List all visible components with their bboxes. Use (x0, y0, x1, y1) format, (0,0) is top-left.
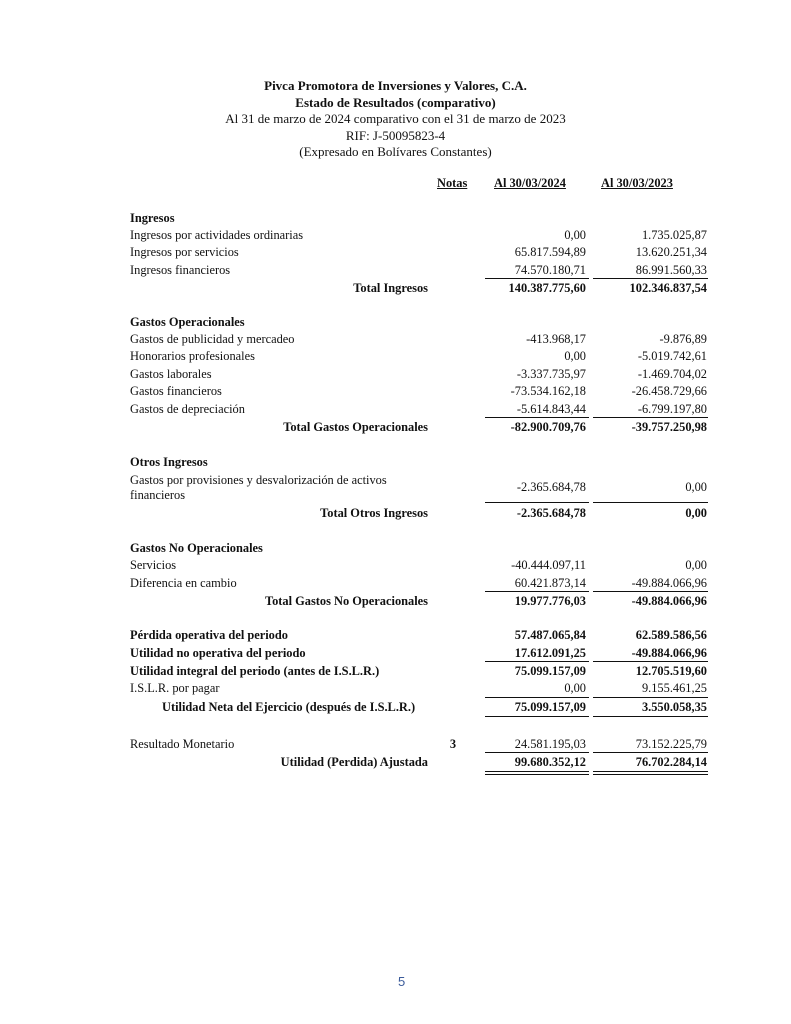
total-row (0, 594, 791, 611)
underline (593, 591, 708, 592)
row-label: Gastos de depreciación (130, 402, 245, 416)
total-row (0, 506, 791, 523)
section-title-otros-ingresos: Otros Ingresos (130, 455, 208, 469)
result-row-utilidad-neta (0, 700, 791, 717)
total-current: -82.900.709,76 (510, 420, 586, 434)
underline (593, 278, 708, 279)
table-row (0, 228, 791, 245)
row-label: Servicios (130, 558, 177, 572)
value-current: -413.968,17 (526, 332, 586, 346)
statement-period: Al 31 de marzo de 2024 comparativo con el 31 de marzo de 2023 (225, 111, 566, 126)
value-previous: -1.469.704,02 (637, 367, 707, 381)
value-current: 75.099.157,09 (514, 664, 586, 678)
underline (593, 752, 708, 753)
underline (485, 716, 589, 717)
table-row (0, 367, 791, 384)
total-label: Total Gastos Operacionales (283, 420, 428, 434)
value-current: 0,00 (564, 349, 586, 363)
result-row-utilidad-ajustada (0, 755, 791, 772)
row-label: Ingresos por servicios (130, 245, 239, 259)
currency-note: (Expresado en Bolívares Constantes) (299, 144, 492, 159)
row-label: Ingresos financieros (130, 263, 231, 277)
underline (485, 697, 589, 698)
table-row (0, 349, 791, 366)
total-row (0, 420, 791, 437)
value-current: -40.444.097,11 (511, 558, 586, 572)
note-reference[interactable]: 3 (449, 737, 457, 751)
value-previous: -49.884.066,96 (631, 576, 707, 590)
row-label: Gastos de publicidad y mercadeo (130, 332, 295, 346)
underline (593, 716, 708, 717)
value-current: 74.570.180,71 (514, 263, 586, 277)
double-underline (485, 771, 589, 775)
underline (485, 661, 589, 662)
value-previous: 13.620.251,34 (635, 245, 707, 259)
value-previous: -9.876,89 (659, 332, 707, 346)
row-label: Gastos por provisiones y desvalorización de activos financieros (130, 473, 387, 502)
value-previous: 62.589.586,56 (635, 628, 707, 642)
total-previous: -49.884.066,96 (631, 594, 707, 608)
page-number: 5 (398, 974, 406, 989)
total-label: Utilidad (Perdida) Ajustada (280, 755, 428, 769)
row-label: Utilidad integral del periodo (antes de I.S.L.R.) (130, 664, 380, 678)
value-current: 17.612.091,25 (514, 646, 586, 660)
row-label: Gastos laborales (130, 367, 212, 381)
value-current: 57.487.065,84 (514, 628, 586, 642)
value-current: 0,00 (564, 681, 586, 695)
statement-header (0, 78, 791, 161)
total-row (0, 281, 791, 298)
underline (485, 591, 589, 592)
row-label: Gastos financieros (130, 384, 222, 398)
value-previous: -6.799.197,80 (637, 402, 707, 416)
table-row (0, 332, 791, 349)
underline (593, 417, 708, 418)
company-name: Pivca Promotora de Inversiones y Valores, C.A. (264, 78, 527, 93)
section-title-gastos-no-operacionales: Gastos No Operacionales (130, 541, 263, 555)
statement-title: Estado de Resultados (comparativo) (295, 94, 496, 110)
value-previous: 86.991.560,33 (635, 263, 707, 277)
rif-number: RIF: J-50095823-4 (345, 127, 446, 143)
total-label: Total Gastos No Operacionales (264, 594, 428, 608)
underline (485, 417, 589, 418)
value-current: 99.680.352,12 (514, 755, 586, 769)
underline (593, 661, 708, 662)
section-title-gastos-operacionales: Gastos Operacionales (130, 315, 245, 329)
total-previous: -39.757.250,98 (631, 420, 707, 434)
value-current: 24.581.195,03 (514, 737, 586, 751)
row-label: Utilidad Neta del Ejercicio (después de I.S.L.R.) (162, 700, 416, 714)
value-previous: 0,00 (685, 558, 707, 572)
underline (593, 502, 708, 503)
value-previous: -5.019.742,61 (637, 349, 707, 363)
value-current: -73.534.162,18 (510, 384, 586, 398)
value-previous: -26.458.729,66 (631, 384, 707, 398)
total-previous: 102.346.837,54 (629, 281, 707, 295)
column-header-previous: Al 30/03/2023 (601, 176, 673, 190)
row-label: Pérdida operativa del periodo (130, 628, 288, 642)
underline (485, 278, 589, 279)
column-header-notes: Notas (437, 176, 468, 190)
double-underline (593, 771, 708, 775)
value-previous: 76.702.284,14 (635, 755, 707, 769)
value-current: -2.365.684,78 (516, 480, 586, 494)
row-label: Ingresos por actividades ordinarias (130, 228, 304, 242)
value-previous: 0,00 (685, 480, 707, 494)
row-label: Honorarios profesionales (130, 349, 255, 363)
value-current: 75.099.157,09 (514, 700, 586, 714)
underline (485, 752, 589, 753)
row-label: Resultado Monetario (130, 737, 235, 751)
value-current: 60.421.873,14 (514, 576, 586, 590)
value-previous: 73.152.225,79 (635, 737, 707, 751)
result-row-utilidad-integral (0, 664, 791, 681)
value-previous: 3.550.058,35 (641, 700, 707, 714)
table-row (0, 558, 791, 575)
value-previous: 1.735.025,87 (641, 228, 707, 242)
value-current: 0,00 (564, 228, 586, 242)
total-current: -2.365.684,78 (516, 506, 586, 520)
table-row (0, 384, 791, 401)
value-previous: 12.705.519,60 (635, 664, 707, 678)
row-label: Utilidad no operativa del periodo (130, 646, 306, 660)
column-header-current: Al 30/03/2024 (494, 176, 566, 190)
underline (593, 697, 708, 698)
total-label: Total Ingresos (353, 281, 428, 295)
result-row-perdida-operativa (0, 628, 791, 645)
row-label: Diferencia en cambio (130, 576, 237, 590)
value-current: -3.337.735,97 (516, 367, 586, 381)
section-title-ingresos: Ingresos (130, 211, 175, 225)
result-row-islr (0, 681, 791, 698)
total-current: 140.387.775,60 (508, 281, 586, 295)
value-current: 65.817.594,89 (514, 245, 586, 259)
total-previous: 0,00 (685, 506, 707, 520)
value-current: -5.614.843,44 (516, 402, 586, 416)
total-label: Total Otros Ingresos (320, 506, 428, 520)
value-previous: 9.155.461,25 (641, 681, 707, 695)
table-row (0, 245, 791, 262)
underline (485, 502, 589, 503)
total-current: 19.977.776,03 (514, 594, 586, 608)
row-label: I.S.L.R. por pagar (130, 681, 220, 695)
table-row (0, 480, 791, 497)
value-previous: -49.884.066,96 (631, 646, 707, 660)
